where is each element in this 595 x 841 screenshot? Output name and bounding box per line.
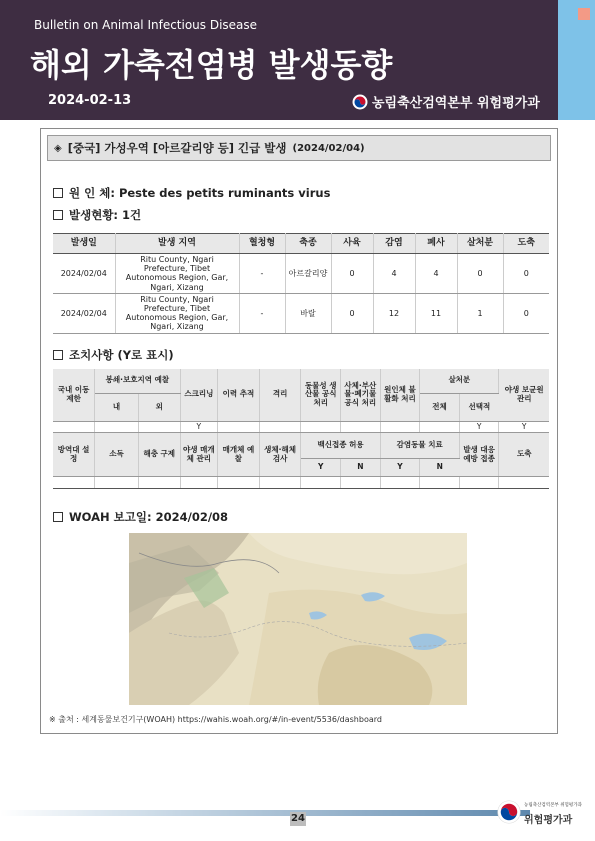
measure-header: 스크리닝 <box>180 369 218 421</box>
measure-value: Y <box>499 421 549 433</box>
footer-org-small: 농림축산검역본부 위험평가과 <box>524 803 582 808</box>
col-header: 발생일 <box>53 234 115 254</box>
measure-value <box>301 477 341 489</box>
measure-header: 감염동물 치료 <box>380 433 459 459</box>
measures-line <box>53 347 174 363</box>
measure-subheader: 외 <box>138 393 180 421</box>
report-panel <box>40 128 558 734</box>
col-header: 감염 <box>373 234 415 254</box>
status-label: 발생현황: <box>69 208 119 222</box>
col-header: 축종 <box>285 234 331 254</box>
table-cell: 0 <box>503 254 549 294</box>
taegeuk-logo-icon <box>352 94 368 110</box>
measure-header: 사체·부산물·폐기물 공식 처리 <box>341 369 381 421</box>
measure-values-row <box>53 477 549 489</box>
measure-value <box>341 477 381 489</box>
measure-value <box>53 477 95 489</box>
measure-header: 야생 매개체 관리 <box>180 433 218 477</box>
org-name: 농림축산검역본부 위험평가과 <box>372 96 540 111</box>
measure-header: 소독 <box>95 433 139 477</box>
measure-subheader: 선택적 <box>459 393 499 421</box>
measure-value <box>138 421 180 433</box>
table-cell: 0 <box>331 293 373 333</box>
cause-line <box>53 185 330 201</box>
measure-values-row <box>53 421 549 433</box>
taegeuk-logo-icon <box>497 800 521 824</box>
status-value: 1건 <box>122 208 142 222</box>
measure-value <box>95 421 139 433</box>
measure-subheader: N <box>341 459 381 477</box>
measure-header: 이력 추적 <box>218 369 260 421</box>
measure-value <box>420 477 460 489</box>
checkbox-square-icon <box>53 512 63 522</box>
outbreak-map <box>129 533 467 705</box>
measure-value <box>53 421 95 433</box>
measure-value <box>499 477 549 489</box>
measures-label: 조치사항 (Y로 표시) <box>69 348 174 362</box>
measure-header: 생체·해체 검사 <box>259 433 301 477</box>
bulletin-date: 2024-02-13 <box>48 93 132 108</box>
measure-value <box>380 477 420 489</box>
measure-header: 봉쇄·보호지역 예찰 <box>95 369 180 393</box>
col-header: 사육 <box>331 234 373 254</box>
table-cell: 바랄 <box>285 293 331 333</box>
status-line <box>53 207 141 223</box>
checkbox-square-icon <box>53 188 63 198</box>
table-row <box>53 293 549 333</box>
footer-logo <box>497 800 521 828</box>
table-cell: 4 <box>373 254 415 294</box>
measure-value <box>459 477 499 489</box>
measure-value <box>420 421 460 433</box>
measure-value: Y <box>459 421 499 433</box>
page-title: 해외 가축전염병 발생동향 <box>30 46 393 84</box>
table-cell: 1 <box>457 293 503 333</box>
measure-value <box>380 421 420 433</box>
measure-subheader: Y <box>301 459 341 477</box>
footer-bar <box>0 810 530 816</box>
woah-label: WOAH 보고일: <box>69 510 152 524</box>
section-heading <box>47 135 551 161</box>
col-header: 살처분 <box>457 234 503 254</box>
measure-subheader: N <box>420 459 460 477</box>
measure-value <box>138 477 180 489</box>
measure-value <box>259 477 301 489</box>
measure-subheader: 내 <box>95 393 139 421</box>
col-header: 도축 <box>503 234 549 254</box>
measure-value <box>301 421 341 433</box>
checkbox-square-icon <box>53 350 63 360</box>
outbreak-table <box>53 233 549 334</box>
measure-value <box>218 477 260 489</box>
header-banner <box>0 0 558 120</box>
measure-value: Y <box>180 421 218 433</box>
measure-header: 방역대 설정 <box>53 433 95 477</box>
footer-org: 위험평가과 <box>524 815 573 826</box>
checkbox-square-icon <box>53 210 63 220</box>
section-heading-date: (2024/02/04) <box>292 142 365 154</box>
measure-value <box>341 421 381 433</box>
measure-value <box>180 477 218 489</box>
table-cell: 0 <box>503 293 549 333</box>
table-cell: 2024/02/04 <box>53 254 115 294</box>
measure-header: 해충 구제 <box>138 433 180 477</box>
col-header: 혈청형 <box>239 234 285 254</box>
measure-value <box>259 421 301 433</box>
woah-line <box>53 509 228 525</box>
table-cell: 0 <box>457 254 503 294</box>
measure-value <box>95 477 139 489</box>
diamond-bullet-icon: ◈ <box>54 142 62 154</box>
terrain-map-image <box>129 533 467 705</box>
header-accent-square <box>578 8 590 20</box>
table-cell: - <box>239 254 285 294</box>
measure-header: 도축 <box>499 433 549 477</box>
table-cell: 2024/02/04 <box>53 293 115 333</box>
table-cell: 11 <box>415 293 457 333</box>
measure-subheader: Y <box>380 459 420 477</box>
cause-label: 원 인 체: <box>69 186 115 200</box>
measure-header: 국내 이동 제한 <box>53 369 95 421</box>
bulletin-subtitle: Bulletin on Animal Infectious Disease <box>34 18 258 32</box>
table-cell: 4 <box>415 254 457 294</box>
table-cell: 0 <box>331 254 373 294</box>
col-header: 폐사 <box>415 234 457 254</box>
measure-header: 격리 <box>259 369 301 421</box>
header-org <box>352 92 540 111</box>
page-number: 24 <box>291 813 305 824</box>
woah-value: 2024/02/08 <box>155 510 229 524</box>
col-header: 발생 지역 <box>115 234 239 254</box>
measures-table <box>53 369 549 489</box>
table-cell: 아르갈리양 <box>285 254 331 294</box>
table-cell: 12 <box>373 293 415 333</box>
table-cell: - <box>239 293 285 333</box>
measure-header: 발생 대응 예방 접종 <box>459 433 499 477</box>
measure-value <box>218 421 260 433</box>
measure-header: 백신접종 허용 <box>301 433 380 459</box>
source-note: ※ 출처 : 세계동물보건기구(WOAH) https://wahis.woah.org/#/in-event/5536/dashboard <box>49 715 382 724</box>
measure-header: 매개체 예찰 <box>218 433 260 477</box>
table-cell: Ritu County, Ngari Prefecture, Tibet Autonomous Region, Gar, Ngari, Xizang <box>115 293 239 333</box>
measure-header: 원인체 불활화 처리 <box>380 369 420 421</box>
table-row <box>53 254 549 294</box>
cause-value: Peste des petits ruminants virus <box>118 186 331 200</box>
table-cell: Ritu County, Ngari Prefecture, Tibet Autonomous Region, Gar, Ngari, Xizang <box>115 254 239 294</box>
measure-subheader: 전체 <box>420 393 460 421</box>
section-heading-text: [중국] 가성우역 [아르갈리양 등] 긴급 발생 <box>67 141 287 155</box>
measure-header: 살처분 <box>420 369 499 393</box>
measure-header: 동물성 생산물 공식 처리 <box>301 369 341 421</box>
measure-header: 야생 보균원 관리 <box>499 369 549 421</box>
